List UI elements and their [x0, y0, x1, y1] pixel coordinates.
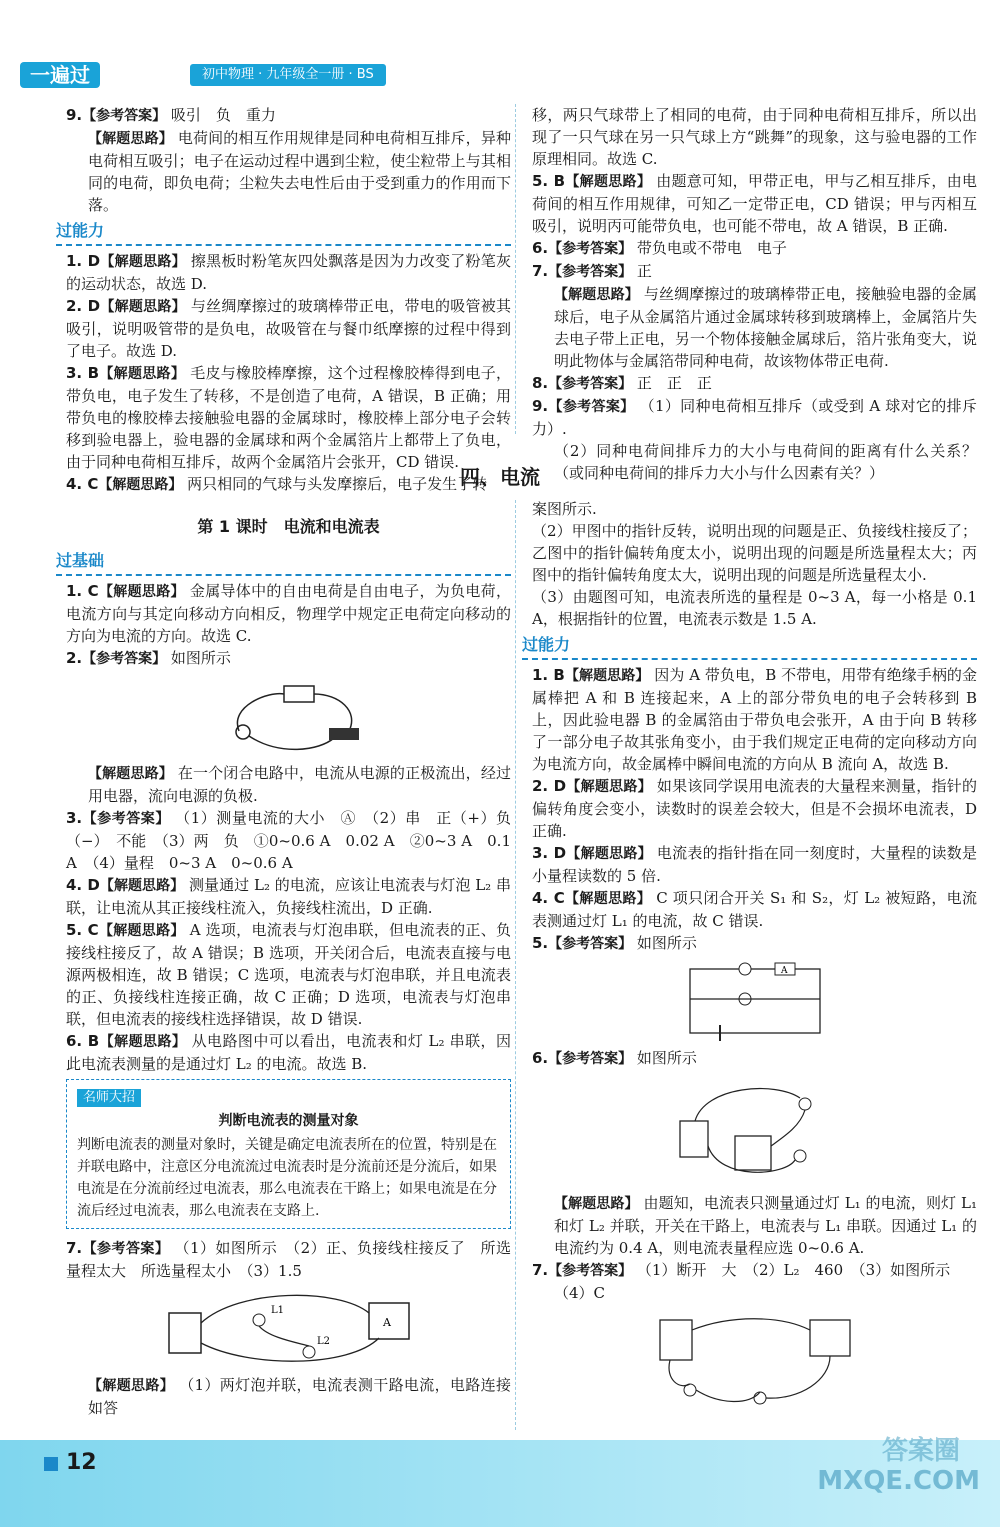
item-text: （2）同种电荷间排斥力的大小与电荷间的距离有什么关系？（或同种电荷间的排斥力大小与什么因素有关？）: [554, 442, 977, 482]
left-column-bottom: [56, 508, 512, 1419]
section-basic: 过基础: [56, 550, 511, 576]
answer-item: [66, 580, 511, 647]
item-number: 5. C: [66, 921, 99, 939]
answer-item: [66, 1030, 511, 1075]
circuit-figure-7: [159, 1288, 419, 1368]
item-text: 电流表的指针指在同一刻度时，大量程的读数是小量程读数的 5 倍.: [532, 844, 978, 885]
circuit-figure-7-right: [650, 1310, 860, 1410]
item-number: 6. B: [66, 1032, 100, 1050]
item-tag: 【参考答案】: [548, 1051, 633, 1067]
item-number: 9.: [66, 106, 83, 124]
item-number: 2. D: [66, 297, 101, 315]
item-text: 因为 A 带负电，B 不带电，用带有绝缘手柄的金属棒把 A 和 B 连接起来，A 上的部分带负电的电子会转移到 B 上，因此验电器 B 的金属箔由于带负电会张开，A 由于向 B 转移了一部分电子故其张角变小，由于我们规定正电荷的定向移动方向为电流方向，故金属棒中瞬间电流的方向从 B 流向 A，故选 B.: [532, 666, 977, 773]
item-text: 电荷间的相互作用规律是同种电荷相互排斥，异种电荷相互吸引；电子在运动过程中遇到尘粒，使尘粒带上与其相同的电荷，即负电荷；尘粒失去电性后由于受到重力的作用而下落。: [88, 129, 511, 214]
item-number: 4. D: [66, 876, 100, 894]
item-tag: 【参考答案】: [548, 399, 635, 415]
item-text: 在一个闭合电路中，电流从电源的正极流出，经过用电器，流向电源的负极.: [88, 764, 511, 805]
answer-item: [532, 104, 977, 170]
answer-item: [66, 127, 511, 216]
answer-item: [532, 842, 977, 887]
answer-item: [66, 1237, 511, 1282]
item-text: （1）同种电荷相互排斥（或受到 A 球对它的排斥力）.: [532, 397, 977, 438]
item-number: 7.: [532, 262, 549, 280]
item-text: 擦黑板时粉笔灰四处飘落是因为力改变了粉笔灰的运动状态，故选 D.: [66, 252, 512, 293]
answer-item: [66, 807, 511, 874]
page-marker: [44, 1457, 58, 1471]
item-number: 3. D: [532, 844, 567, 862]
item-number: 5. B: [532, 172, 566, 190]
item-number: 8.: [532, 374, 549, 392]
item-tag: 【解题思路】: [88, 1378, 175, 1394]
item-tag: 【解题思路】: [99, 1034, 187, 1050]
item-number: 3. B: [66, 364, 100, 382]
item-text: 测量通过 L₂ 的电流，应该让电流表与灯泡 L₂ 串联，让电流从其正接线柱流入，负接线柱流出，D 正确.: [66, 876, 512, 917]
item-number: 6.: [532, 239, 549, 257]
answer-item: [66, 1374, 511, 1419]
answer-item: [66, 250, 511, 295]
answer-item: [66, 762, 511, 807]
item-tag: 【参考答案】: [82, 811, 170, 827]
item-text: 金属导体中的自由电荷是自由电子，为负电荷，电流方向与其定向移动方向相反，物理学中规定正电荷定向移动的方向为电流的方向。故选 C.: [66, 582, 511, 645]
right-column-bottom: [522, 498, 978, 1416]
circuit-figure-6: [675, 1076, 835, 1186]
watermark-logo: 答案圈: [881, 1436, 960, 1466]
section-ability: 过能力: [56, 220, 511, 246]
tip-tag: 名师大招: [77, 1089, 141, 1107]
ammeter-label: A: [382, 1316, 391, 1329]
answer-item: [532, 586, 977, 630]
item-text: 正 正 正: [636, 374, 712, 392]
item-tag: 【参考答案】: [548, 264, 633, 280]
item-text: （1）两灯泡并联，电流表测干路电流，电路连接如答: [88, 1376, 512, 1417]
column-divider-top: [515, 104, 516, 434]
circuit-figure-2: [209, 676, 369, 756]
item-tag: 【解题思路】: [88, 131, 173, 147]
item-number: 1. D: [66, 252, 101, 270]
section-ability-2: 过能力: [522, 634, 977, 660]
answer-item: [532, 395, 977, 440]
column-divider-bottom: [515, 500, 516, 1430]
item-tag: 【参考答案】: [548, 936, 633, 952]
item-tag: 【参考答案】: [548, 376, 633, 392]
item-text: C 项只闭合开关 S₁ 和 S₂，灯 L₂ 被短路，电流表测通过灯 L₁ 的电流，故 C 错误.: [532, 889, 978, 930]
item-text: 移，两只气球带上了相同的电荷，由于同种电荷相互排斥，所以出现了一只气球在另一只气球上方“跳舞”的现象，这与验电器的工作原理相同。故选 C.: [532, 106, 977, 168]
item-text: 与丝绸摩擦过的玻璃棒带正电，接触验电器的金属球后，电子从金属箔片通过金属球转移到玻璃棒上，金属箔片失去电子带上正电，另一个物体接触金属球后，箔片张角变大，说明此物体与金属箔带同种电荷，故该物体带正电荷.: [554, 285, 977, 370]
item-tag: 【解题思路】: [566, 779, 652, 795]
chapter-title: 四、电流: [460, 465, 540, 489]
answer-item: [66, 104, 511, 127]
answer-item: [532, 664, 977, 775]
diagram-ammeter-label: A: [780, 966, 787, 976]
item-tag: 【解题思路】: [564, 668, 650, 684]
header-bar: [0, 0, 1000, 96]
item-text: 吸引 负 重力: [170, 106, 276, 124]
l2-label: L2: [316, 1336, 330, 1347]
answer-item: [66, 874, 511, 919]
item-text: （1）断开 大 （2）L₂ 460 （3）如图所示: [636, 1261, 951, 1279]
answer-item: [532, 170, 977, 237]
item-number: 6.: [532, 1049, 549, 1067]
left-column-top: [56, 104, 512, 496]
item-number: 2.: [66, 649, 83, 667]
item-tag: 【解题思路】: [88, 766, 173, 782]
answer-item: [532, 1259, 977, 1282]
answer-item: [532, 283, 977, 372]
answer-item: [532, 372, 977, 395]
answer-item: [532, 1192, 977, 1259]
answer-item: [532, 775, 977, 842]
page-number: 12: [66, 1450, 97, 1475]
tip-text: 判断电流表的测量对象时，关键是确定电流表所在的位置，特别是在并联电路中，注意区分电流流过电流表时是分流前还是分流后，如果电流是在分流前经过电流表，那么电流表在干路上；如果电流是在分流后经过电流表，那么电流表在支路上.: [77, 1137, 497, 1219]
item-text: （3）由题图可知，电流表所选的量程是 0~3 A，每一小格是 0.1 A，根据指针的位置，电流表示数是 1.5 A.: [532, 588, 977, 628]
answer-item: [66, 647, 511, 670]
answer-item: [66, 295, 511, 362]
tip-title: 判断电流表的测量对象: [218, 1113, 359, 1129]
item-text: 两只相同的气球与头发摩擦后，电子发生了转: [187, 475, 488, 493]
item-text: （1）测量电流的大小 Ⓐ （2）串 正（+）负（−） 不能 （3）两 负 ①0~0.6 A 0.02 A ②0~3 A 0.1 A （4）量程 0~3 A 0~0.6 A: [66, 809, 511, 872]
item-tag: 【解题思路】: [99, 366, 186, 382]
answer-item: [532, 260, 977, 283]
item-tag: 【参考答案】: [82, 1241, 170, 1257]
item-number: 4. C: [66, 475, 99, 493]
item-text: 如图所示: [636, 934, 697, 952]
answer-item: [532, 1047, 977, 1070]
item-text: 正: [636, 262, 652, 280]
item-text: 带负电或不带电 电子: [636, 239, 787, 257]
item-tag: 【参考答案】: [82, 108, 167, 124]
item-tag: 【解题思路】: [566, 846, 652, 862]
item-text: 由题意可知，甲带正电，甲与乙相互排斥，由电荷间的相互作用规律，可知乙一定带正电，CD 错误；甲与丙相互吸引，说明丙可能带负电，也可能不带电，故 A 错误，B 正确.: [532, 172, 977, 235]
answer-item: [532, 887, 977, 932]
item-tag: 【解题思路】: [565, 174, 652, 190]
right-column-top: [532, 104, 977, 484]
item-tag: 【解题思路】: [100, 299, 186, 315]
item-number: 3.: [66, 809, 83, 827]
item-text: （4）C: [554, 1284, 606, 1302]
item-number: 4. C: [532, 889, 565, 907]
item-tag: 【参考答案】: [548, 1263, 633, 1279]
item-number: 7.: [532, 1261, 549, 1279]
answer-item: [66, 362, 511, 473]
item-text: （2）甲图中的指针反转，说明出现的问题是正、负接线柱接反了；乙图中的指针偏转角度太小，说明出现的问题是所选量程太大；丙图中的指针偏转角度太大，说明出现的问题是所选量程太小.: [532, 522, 977, 584]
item-tag: 【解题思路】: [99, 878, 185, 894]
item-number: 1. C: [66, 582, 99, 600]
item-number: 7.: [66, 1239, 83, 1257]
answer-item: [532, 520, 977, 586]
circuit-diagram-5: [675, 961, 835, 1041]
answer-item: [532, 498, 977, 520]
item-tag: 【解题思路】: [98, 477, 183, 493]
item-text: 案图所示.: [532, 500, 597, 518]
item-tag: 【参考答案】: [548, 241, 633, 257]
item-text: 与丝绸摩擦过的玻璃棒带正电，带电的吸管被其吸引，说明吸管带的是负电，故吸管在与餐巾纸摩擦的过程中得到了电子。故选 D.: [66, 297, 512, 360]
l1-label: L1: [270, 1305, 284, 1316]
item-text: 从电路图中可以看出，电流表和灯 L₂ 串联，因此电流表测量的是通过灯 L₂ 的电流。故选 B.: [66, 1032, 512, 1073]
tip-box: [66, 1079, 511, 1229]
answer-item: [532, 1282, 977, 1304]
item-text: A 选项，电流表与灯泡串联，但电流表的正、负接线柱接反了，故 A 错误；B 选项，开关闭合后，电流表直接与电源两极相连，故 B 错误；C 选项，电流表与灯泡串联，并且电流表的正、负接线柱连接正确，故 C 正确；D 选项，电流表与灯泡串联，但电流表的接线柱选择错误，故 D 错误.: [66, 921, 512, 1028]
book-info: 初中物理 · 九年级全一册 · BS: [190, 64, 386, 86]
item-number: 2. D: [532, 777, 567, 795]
lesson-title: 第 1 课时 电流和电流表: [197, 517, 380, 536]
item-number: 5.: [532, 934, 549, 952]
answer-item: [66, 919, 511, 1030]
series-logo: 一遍过: [20, 62, 100, 88]
item-tag: 【解题思路】: [554, 287, 639, 303]
item-number: 9.: [532, 397, 549, 415]
item-text: 如果该同学误用电流表的大量程来测量，指针的偏转角度会变小，读数时的误差会较大，但是不会损坏电流表，D 正确.: [532, 777, 978, 840]
answer-item: [532, 932, 977, 955]
item-text: （1）如图所示 （2）正、负接线柱接反了 所选量程太大 所选量程太小 （3）1.5: [66, 1239, 511, 1280]
item-tag: 【解题思路】: [100, 254, 186, 270]
item-tag: 【解题思路】: [98, 584, 185, 600]
item-number: 1. B: [532, 666, 565, 684]
item-text: 如图所示: [170, 649, 231, 667]
item-tag: 【参考答案】: [82, 651, 167, 667]
item-tag: 【解题思路】: [564, 891, 652, 907]
watermark-url: MXQE.COM: [817, 1466, 980, 1496]
item-text: 由题知，电流表只测量通过灯 L₁ 的电流，则灯 L₁ 和灯 L₂ 并联，开关在干路上，电流表与 L₁ 串联。因通过 L₁ 的电流约为 0.4 A，则电流表量程应选 0~0.6 A.: [554, 1194, 977, 1257]
item-tag: 【解题思路】: [98, 923, 185, 939]
item-text: 毛皮与橡胶棒摩擦，这个过程橡胶棒得到电子，带负电，电子发生了转移，不是创造了电荷，A 错误，B 正确；用带负电的橡胶棒去接触验电器的金属球时，橡胶棒上部分电子会转移到验电器上，验电器的金属球和两个金属箔片上都带上了负电，由于同种电荷相互排斥，故两个金属箔片会张开，CD 错误.: [66, 364, 511, 471]
answer-item: [532, 237, 977, 260]
item-text: 如图所示: [636, 1049, 697, 1067]
item-tag: 【解题思路】: [554, 1196, 639, 1212]
